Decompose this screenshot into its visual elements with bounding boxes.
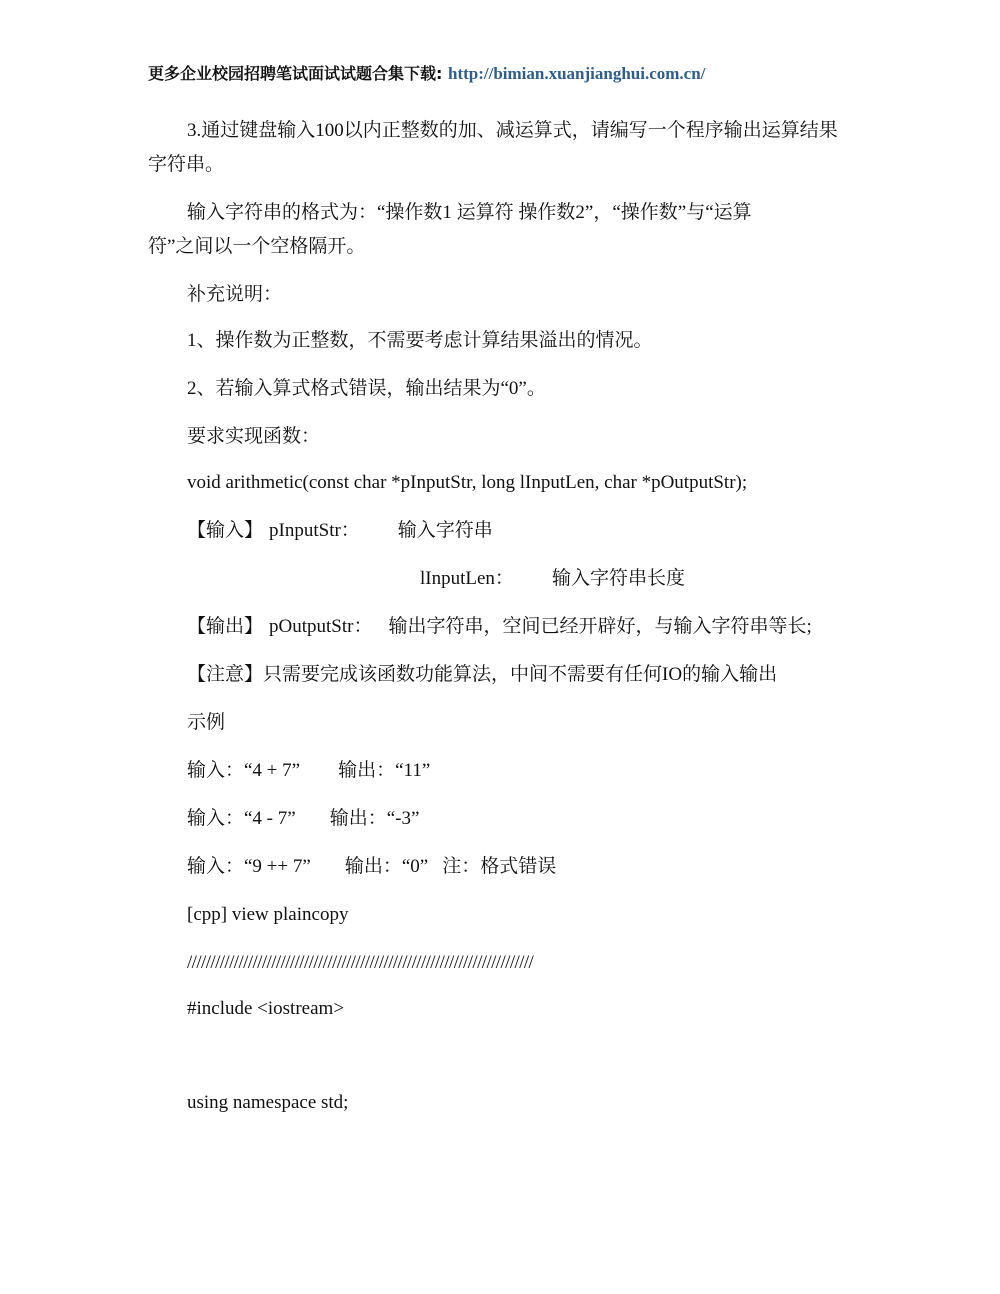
input-param-desc: 输入字符串 <box>397 520 493 541</box>
example-output: 输出：“-3” <box>329 808 420 829</box>
input-param-name: pInputStr： <box>269 520 360 541</box>
header-link[interactable]: http://bimian.xuanjianghui.com.cn/ <box>447 64 706 83</box>
page-header <box>148 61 705 84</box>
output-param-desc: 输出字符串，空间已经开辟好，与输入字符串等长; <box>388 616 812 637</box>
code-using-line: using namespace std; <box>187 1092 349 1113</box>
problem-paragraph-line-2: 字符串。 <box>148 154 225 175</box>
note-item-1: 1、操作数为正整数，不需要考虑计算结果溢出的情况。 <box>187 330 653 351</box>
example-row <box>187 759 430 783</box>
problem-paragraph-line-1: 3.通过键盘输入100以内正整数的加、减运算式，请编写一个程序输出运算结果 <box>187 120 838 141</box>
input-length-desc: 输入字符串长度 <box>551 568 685 589</box>
attention-text: 只需要完成该函数功能算法，中间不需要有任何IO的输入输出 <box>263 664 778 685</box>
example-row <box>187 855 556 879</box>
example-output: 输出：“11” <box>338 760 431 781</box>
code-include-line: #include <iostream> <box>187 998 345 1019</box>
example-note: 注：格式错误 <box>442 856 557 877</box>
input-length-line <box>420 567 685 591</box>
input-length-name: lInputLen： <box>420 568 514 589</box>
code-toolbar-label[interactable]: [cpp] view plaincopy <box>187 904 349 925</box>
attention-tag: 【注意】 <box>187 664 264 685</box>
output-param-name: pOutputStr： <box>269 616 373 637</box>
example-input: 输入：“4 + 7” <box>187 760 301 781</box>
output-tag: 【输出】 <box>187 616 264 637</box>
function-signature: void arithmetic(const char *pInputStr, long lInputLen, char *pOutputStr); <box>187 472 748 493</box>
example-input: 输入：“9 ++ 7” <box>187 856 311 877</box>
format-paragraph-line-2: 符”之间以一个空格隔开。 <box>148 236 366 257</box>
example-row <box>187 807 419 831</box>
requirement-title: 要求实现函数： <box>187 426 321 447</box>
attention-line <box>187 663 777 687</box>
example-input: 输入：“4 - 7” <box>187 808 296 829</box>
input-param-line <box>187 519 493 543</box>
supplement-title: 补充说明： <box>187 284 283 305</box>
example-output: 输出：“0” <box>344 856 429 877</box>
code-comment-line: ////////////////////////////////////////////////////////////////////////// <box>187 952 534 973</box>
examples-title: 示例 <box>187 712 226 733</box>
output-param-line <box>187 615 812 639</box>
format-paragraph-line-1: 输入字符串的格式为：“操作数1 运算符 操作数2”，“操作数”与“运算 <box>187 202 752 223</box>
note-item-2: 2、若输入算式格式错误，输出结果为“0”。 <box>187 378 546 399</box>
input-tag: 【输入】 <box>187 520 264 541</box>
header-label: 更多企业校园招聘笔试面试试题合集下载: <box>148 64 443 83</box>
